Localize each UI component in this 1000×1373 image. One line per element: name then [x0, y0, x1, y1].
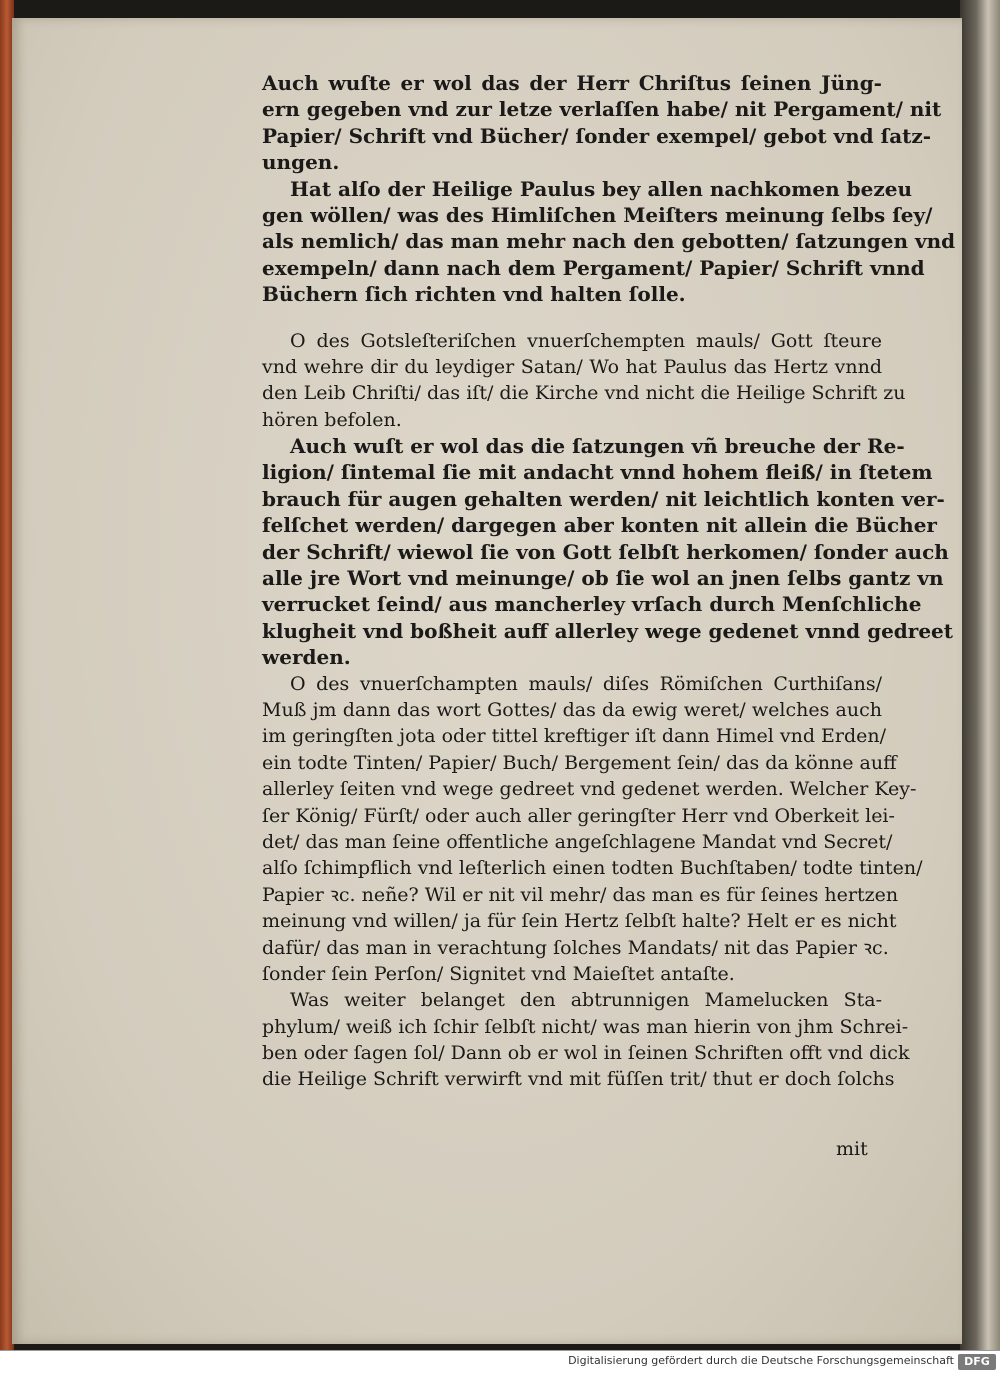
paragraph-2: [262, 176, 956, 308]
text-line: felſchet werden/ dargegen aber konten nit allein die Bücher: [262, 513, 937, 538]
paragraph-6: [262, 987, 910, 1093]
text-line: hören befolen.: [262, 408, 402, 431]
text-line: Muß jm dann das wort Gottes/ das da ewig weret/ welches auch: [262, 698, 882, 721]
text-line: meinung vnd willen/ ja für ſein Hertz ſelbſt halte? Helt er es nicht: [262, 910, 897, 933]
dfg-logo: DFG: [958, 1354, 996, 1370]
text-line: alle jre Wort vnd meinunge/ ob ſie wol an jnen ſelbs gantz vn: [262, 566, 944, 591]
footer-bar: [0, 1350, 1000, 1373]
text-line: ſonder ſein Perſon/ Signitet vnd Maieſtet antaſte.: [262, 962, 735, 985]
page-text: [262, 70, 956, 1093]
text-line: Auch wuſte er wol das der Herr Chriſtus ſeinen Jüng-: [262, 71, 882, 95]
text-line: O des vnuerſchampten mauls/ diſes Römiſchen Curthiſans/: [290, 672, 882, 695]
text-line: O des Gotsleſteriſchen vnuerſchempten mauls/ Gott ſteure: [290, 329, 882, 352]
text-line: exempeln/ dann nach dem Pergament/ Papier/ Schrift vnnd: [262, 255, 925, 280]
text-line: ungen.: [262, 150, 340, 175]
text-line: der Schrift/ wiewol ſie von Gott ſelbſt herkomen/ ſonder auch: [262, 539, 949, 564]
text-line: allerley ſeiten vnd wege gedreet vnd gedenet werden. Welcher Key-: [262, 778, 917, 801]
text-line: ligion/ ſintemal ſie mit andacht vnnd hohem fleiß/ in ſtetem: [262, 460, 933, 485]
text-line: im geringſten jota oder tittel kreftiger iſt dann Himel vnd Erden/: [262, 725, 887, 748]
text-line: Hat alſo der Heilige Paulus bey allen nachkomen bezeu: [290, 176, 912, 201]
text-line: Papier/ Schrift vnd Bücher/ ſonder exempel/ gebot vnd ſatz-: [262, 123, 932, 148]
paragraph-5: [262, 671, 923, 988]
paragraph-3: [262, 328, 906, 434]
text-line: vnd wehre dir du leydiger Satan/ Wo hat Paulus das Hertz vnnd: [262, 355, 882, 378]
text-line: gen wöllen/ was des Himliſchen Meiſters meinung ſelbs ſey/: [262, 202, 933, 227]
text-line: den Leib Chriſti/ das iſt/ die Kirche vnd nicht die Heilige Schrift zu: [262, 382, 906, 405]
paragraph-1: [262, 70, 942, 176]
text-line: Büchern ſich richten vnd halten ſolle.: [262, 282, 686, 307]
text-line: ein todte Tinten/ Papier/ Buch/ Bergement ſein/ das da könne auff: [262, 751, 897, 774]
text-line: ben oder ſagen ſol/ Dann ob er wol in ſeinen Schriften offt vnd dick: [262, 1042, 910, 1065]
catchword: mit: [836, 1138, 868, 1160]
text-line: Was weiter belanget den abtrunnigen Mamelucken Sta-: [290, 989, 882, 1012]
text-line: ern gegeben vnd zur letze verlaſſen habe/ nit Pergament/ nit: [262, 97, 942, 122]
text-line: ſer König/ Fürſt/ oder auch aller geringſter Herr vnd Oberkeit lei-: [262, 804, 895, 827]
text-line: als nemlich/ das man mehr nach den gebotten/ ſatzungen vnd: [262, 229, 956, 254]
text-line: die Heilige Schrift verwirft vnd mit füſſen trit/ thut er doch ſolchs: [262, 1068, 895, 1091]
text-line: dafür/ das man in verachtung ſolches Mandats/ nit das Papier ꝛc.: [262, 936, 889, 959]
text-line: Auch wuſt er wol das die ſatzungen vñ breuche der Re-: [290, 434, 905, 459]
text-line: det/ das man ſeine offentliche angeſchlagene Mandat vnd Secret/: [262, 830, 893, 853]
text-line: alſo ſchimpflich vnd leſterlich einen todten Buchſtaben/ todte tinten/: [262, 857, 923, 880]
right-page-edge: [960, 0, 1000, 1350]
text-line: werden.: [262, 645, 351, 670]
text-line: phylum/ weiß ich ſchir ſelbſt nicht/ was man hierin von jhm Schrei-: [262, 1015, 909, 1038]
paragraph-4: [262, 433, 954, 671]
text-line: brauch für augen gehalten werden/ nit leichtlich konten ver-: [262, 486, 945, 511]
text-line: klugheit vnd boßheit auff allerley wege gedenet vnnd gedreet: [262, 618, 954, 643]
funding-notice: Digitalisierung gefördert durch die Deutsche Forschungsgemeinschaft: [568, 1354, 954, 1367]
text-line: Papier ꝛc. neñe? Wil er nit vil mehr/ das man es für ſeines hertzen: [262, 883, 899, 906]
text-line: verrucket ſeind/ aus mancherley vrſach durch Menſchliche: [262, 592, 922, 617]
